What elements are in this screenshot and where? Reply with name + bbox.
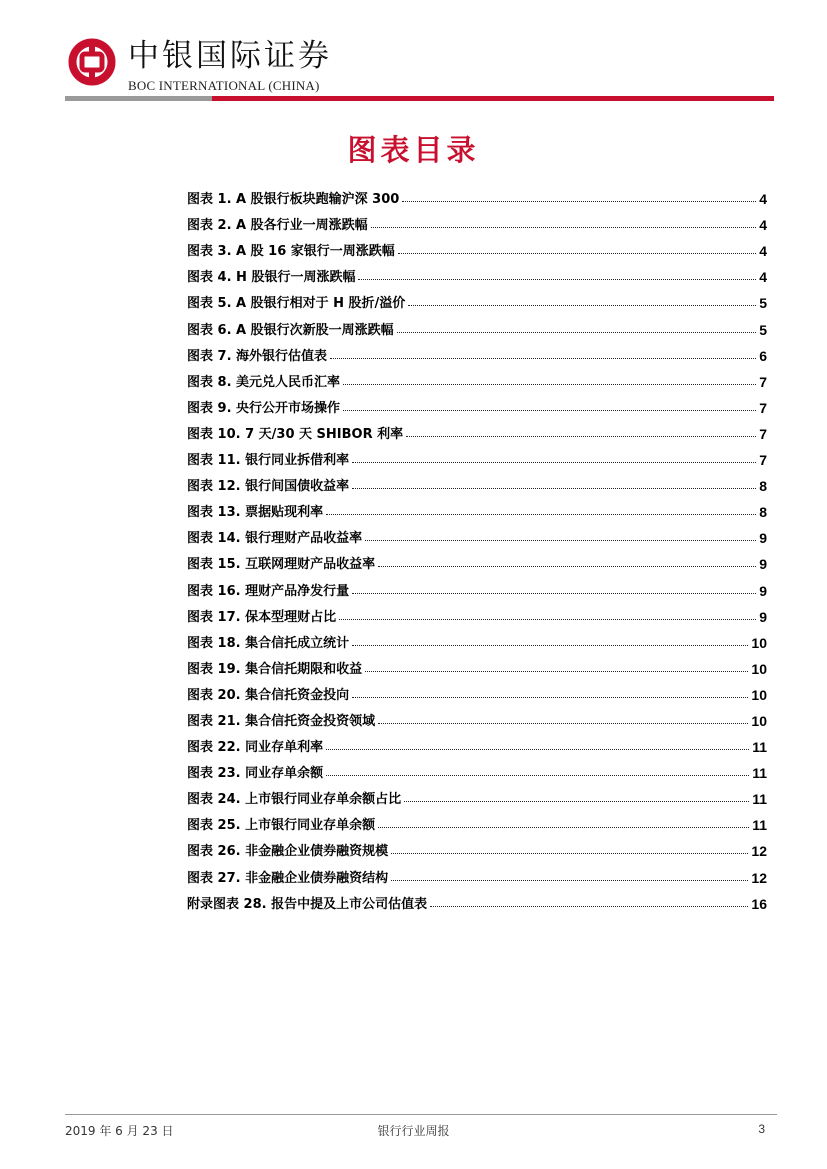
- toc-entry-label: 图表 17. 保本型理财占比: [187, 609, 337, 625]
- toc-entry[interactable]: [187, 442, 767, 468]
- toc-entry-page: 9: [759, 530, 767, 547]
- brand-name-cn: 中银国际证券: [128, 38, 332, 74]
- toc-entry[interactable]: [187, 546, 767, 572]
- toc-entry-page: 10: [751, 660, 767, 677]
- toc-entry-label: 图表 26. 非金融企业债券融资规模: [187, 844, 389, 860]
- toc-leader-dots: [339, 619, 756, 620]
- toc-entry-label: 附录图表 28. 报告中提及上市公司估值表: [187, 896, 428, 912]
- toc-entry-label: 图表 22. 同业存单利率: [187, 740, 324, 756]
- toc-leader-dots: [391, 853, 748, 854]
- toc-entry-page: 4: [759, 191, 767, 208]
- toc-entry[interactable]: [187, 338, 767, 364]
- toc-entry[interactable]: [187, 625, 767, 651]
- toc-entry-label: 图表 4. H 股银行一周涨跌幅: [187, 270, 356, 286]
- toc-leader-dots: [397, 332, 757, 333]
- toc-entry-label: 图表 7. 海外银行估值表: [187, 348, 328, 364]
- toc-entry-label: 图表 18. 集合信托成立统计: [187, 635, 350, 651]
- toc-entry[interactable]: [187, 755, 767, 781]
- toc-entry[interactable]: [187, 259, 767, 285]
- toc-entry-page: 10: [751, 634, 767, 651]
- toc-entry-page: 9: [759, 582, 767, 599]
- toc-entry-label: 图表 3. A 股 16 家银行一周涨跌幅: [187, 244, 395, 260]
- toc-leader-dots: [406, 436, 756, 437]
- brand-name-en: BOC INTERNATIONAL (CHINA): [128, 78, 320, 93]
- toc-leader-dots: [378, 827, 749, 828]
- toc-entry-label: 图表 27. 非金融企业债券融资结构: [187, 870, 389, 886]
- toc-entry-page: 7: [759, 452, 767, 469]
- toc-entry[interactable]: [187, 207, 767, 233]
- toc-entry-page: 11: [752, 791, 767, 808]
- toc-entry-label: 图表 14. 银行理财产品收益率: [187, 531, 363, 547]
- toc-entry[interactable]: [187, 364, 767, 390]
- toc-entry-page: 8: [759, 478, 767, 495]
- toc-entry-label: 图表 2. A 股各行业一周涨跌幅: [187, 218, 368, 234]
- toc-entry-label: 图表 10. 7 天/30 天 SHIBOR 利率: [187, 426, 404, 442]
- toc-leader-dots: [404, 801, 749, 802]
- toc-leader-dots: [371, 227, 757, 228]
- toc-entry-page: 12: [751, 843, 767, 860]
- header-rule-gray: [65, 96, 212, 101]
- toc-entry-page: 5: [759, 321, 767, 338]
- toc-entry-label: 图表 1. A 股银行板块跑输沪深 300: [187, 192, 400, 208]
- toc-leader-dots: [326, 775, 749, 776]
- toc-leader-dots: [430, 906, 748, 907]
- toc-entry-page: 7: [759, 373, 767, 390]
- toc-entry-page: 4: [759, 217, 767, 234]
- toc-entry-label: 图表 25. 上市银行同业存单余额: [187, 818, 376, 834]
- toc-entry-page: 7: [759, 425, 767, 442]
- toc-entry[interactable]: [187, 390, 767, 416]
- toc-entry-label: 图表 11. 银行同业拆借利率: [187, 453, 350, 469]
- toc-entry-label: 图表 21. 集合信托资金投资领域: [187, 713, 376, 729]
- toc-entry[interactable]: [187, 833, 767, 859]
- toc-entry-page: 8: [759, 504, 767, 521]
- toc-entry-label: 图表 20. 集合信托资金投向: [187, 687, 350, 703]
- toc-entry[interactable]: [187, 703, 767, 729]
- toc-entry-label: 图表 12. 银行间国债收益率: [187, 479, 350, 495]
- toc-entry[interactable]: [187, 285, 767, 311]
- toc-entry-page: 4: [759, 269, 767, 286]
- toc-entry[interactable]: [187, 677, 767, 703]
- toc-entry-label: 图表 8. 美元兑人民币汇率: [187, 374, 341, 390]
- toc-entry[interactable]: [187, 781, 767, 807]
- toc-leader-dots: [408, 305, 756, 306]
- toc-entry-label: 图表 5. A 股银行相对于 H 股折/溢价: [187, 296, 406, 312]
- toc-leader-dots: [391, 880, 748, 881]
- header-rule-red: [212, 96, 774, 101]
- toc-leader-dots: [343, 410, 756, 411]
- toc-entry[interactable]: [187, 572, 767, 598]
- page-header: [0, 0, 827, 110]
- toc-entry-label: 图表 15. 互联网理财产品收益率: [187, 557, 376, 573]
- toc-entry-page: 11: [752, 765, 767, 782]
- toc-entry[interactable]: [187, 468, 767, 494]
- toc-entry[interactable]: [187, 729, 767, 755]
- toc-leader-dots: [402, 201, 756, 202]
- toc-entry-label: 图表 19. 集合信托期限和收益: [187, 661, 363, 677]
- toc-entry[interactable]: [187, 181, 767, 207]
- table-of-contents: [187, 181, 767, 912]
- toc-entry-label: 图表 16. 理财产品净发行量: [187, 583, 350, 599]
- toc-entry-page: 9: [759, 556, 767, 573]
- toc-leader-dots: [352, 488, 756, 489]
- toc-entry[interactable]: [187, 233, 767, 259]
- toc-leader-dots: [352, 593, 756, 594]
- toc-entry-page: 10: [751, 686, 767, 703]
- toc-entry-page: 11: [752, 817, 767, 834]
- toc-leader-dots: [352, 697, 748, 698]
- toc-leader-dots: [326, 514, 756, 515]
- toc-leader-dots: [365, 671, 748, 672]
- footer-page-number: 3: [758, 1122, 765, 1136]
- toc-entry[interactable]: [187, 651, 767, 677]
- toc-leader-dots: [398, 253, 756, 254]
- toc-entry-page: 6: [759, 347, 767, 364]
- toc-leader-dots: [378, 723, 748, 724]
- toc-entry-page: 7: [759, 399, 767, 416]
- toc-entry-page: 11: [752, 739, 767, 756]
- footer-report-type: 银行行业周报: [377, 1124, 450, 1138]
- toc-leader-dots: [352, 462, 756, 463]
- toc-leader-dots: [365, 540, 756, 541]
- toc-entry-page: 10: [751, 712, 767, 729]
- footer-date: 2019 年 6 月 23 日: [65, 1124, 174, 1138]
- toc-leader-dots: [326, 749, 749, 750]
- toc-entry-label: 图表 9. 央行公开市场操作: [187, 400, 341, 416]
- toc-entry-page: 5: [759, 295, 767, 312]
- toc-entry[interactable]: [187, 807, 767, 833]
- toc-entry-page: 4: [759, 243, 767, 260]
- toc-entry[interactable]: [187, 599, 767, 625]
- toc-entry[interactable]: [187, 859, 767, 885]
- toc-entry-page: 9: [759, 608, 767, 625]
- toc-leader-dots: [343, 384, 756, 385]
- toc-entry-page: 16: [751, 895, 767, 912]
- footer-rule: [65, 1114, 777, 1115]
- toc-leader-dots: [330, 358, 756, 359]
- toc-entry[interactable]: [187, 886, 767, 912]
- toc-entry-page: 12: [751, 869, 767, 886]
- toc-entry-label: 图表 6. A 股银行次新股一周涨跌幅: [187, 322, 394, 338]
- toc-entry[interactable]: [187, 520, 767, 546]
- page-title: 图表目录: [347, 133, 480, 167]
- toc-entry[interactable]: [187, 311, 767, 337]
- toc-leader-dots: [378, 566, 756, 567]
- toc-entry-label: 图表 24. 上市银行同业存单余额占比: [187, 792, 402, 808]
- boc-logo-icon: [68, 38, 116, 86]
- toc-leader-dots: [352, 645, 748, 646]
- toc-entry[interactable]: [187, 494, 767, 520]
- toc-leader-dots: [358, 279, 756, 280]
- toc-entry[interactable]: [187, 416, 767, 442]
- toc-entry-label: 图表 23. 同业存单余额: [187, 766, 324, 782]
- toc-entry-label: 图表 13. 票据贴现利率: [187, 505, 324, 521]
